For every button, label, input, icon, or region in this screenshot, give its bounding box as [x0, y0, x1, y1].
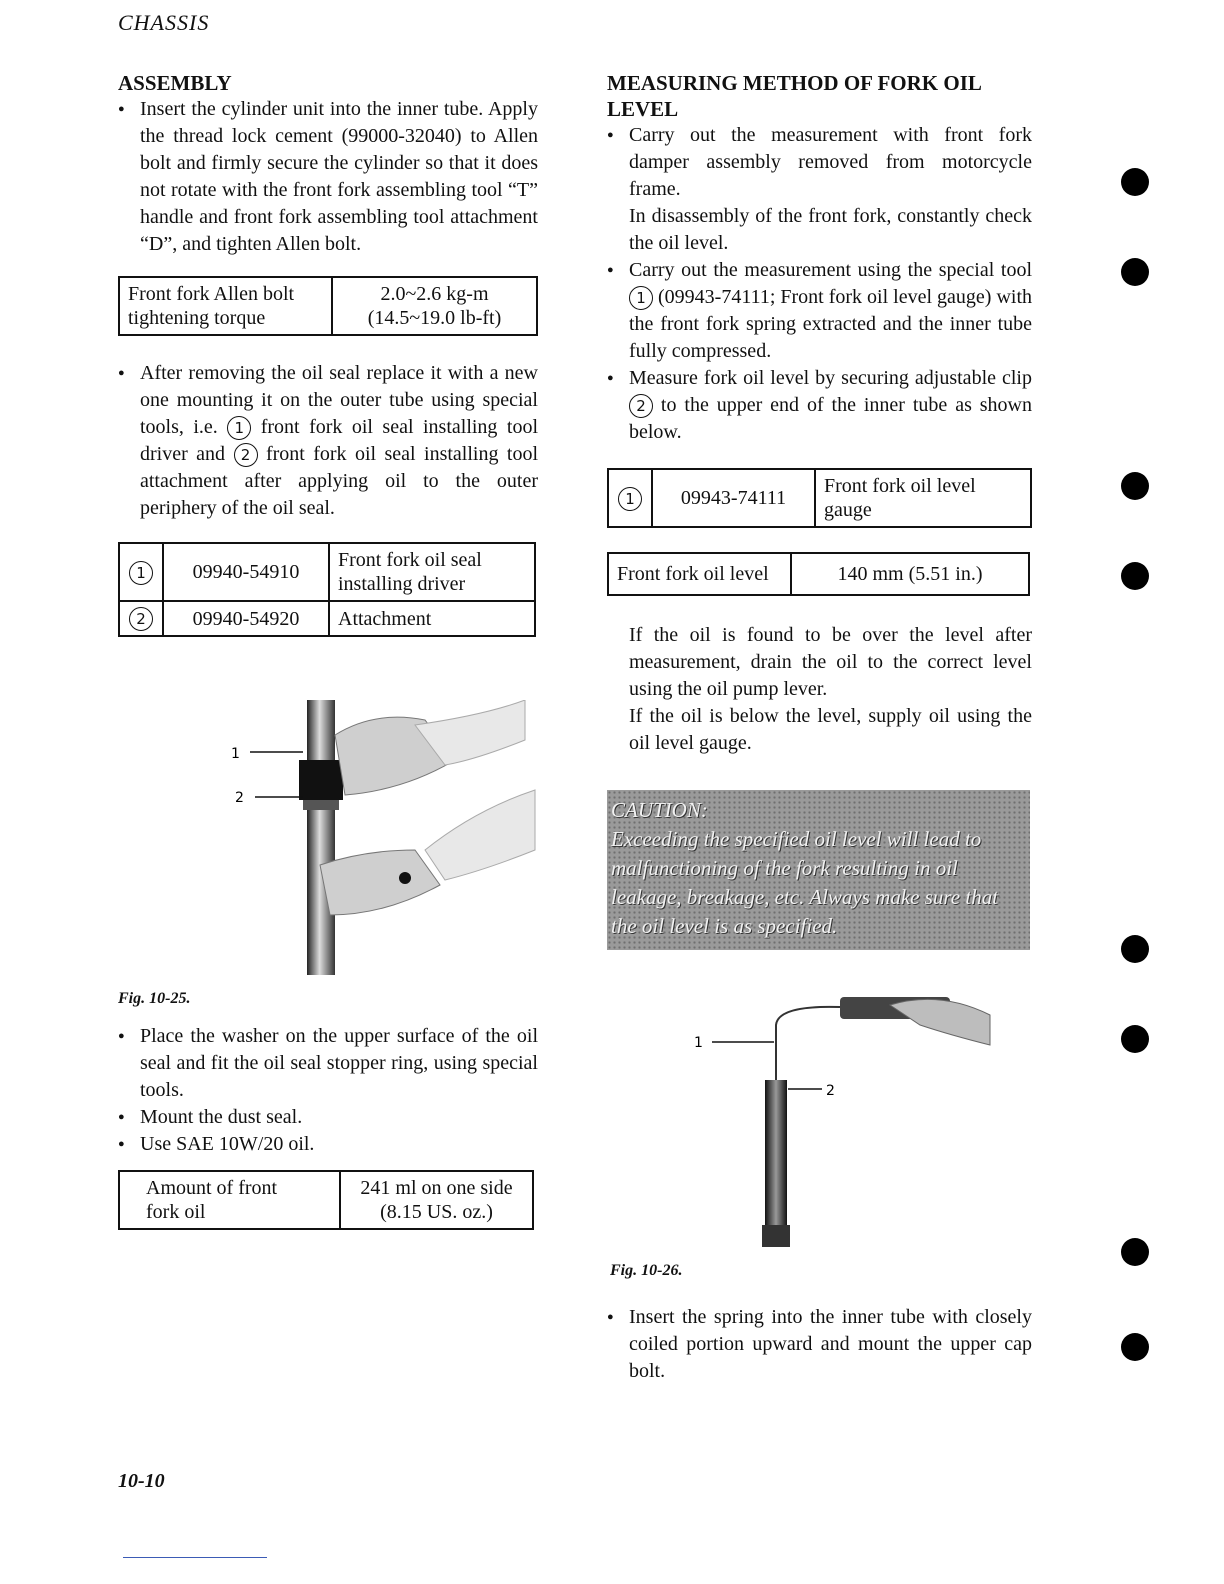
photo-label-2: 2 [826, 1083, 835, 1099]
oil-amount-value: 241 ml on one side (8.15 US. oz.) [340, 1171, 533, 1229]
table-row [119, 543, 535, 601]
marker-2: 2 [234, 443, 258, 467]
table-row [119, 601, 535, 636]
photo-label-1: 1 [231, 746, 240, 762]
assembly-bullet-2: ● After removing the oil seal replace it with a new one mounting it on the outer tube using special tools, i.e. 1 front fork oil seal installing tool driver and 2 front fork oil seal installing tool attachment after applying oil to the outer periphery of the oil seal. [118, 360, 538, 522]
oil-level-label: Front fork oil level [608, 553, 791, 595]
marker-1: 1 [227, 416, 251, 440]
page-number: 10-10 [118, 1470, 165, 1492]
assembly-bullet-5: ● Use SAE 10W/20 oil. [118, 1131, 538, 1158]
measuring-bullet-2: ● Carry out the measurement using the special tool 1 (09943-74111; Front fork oil level gauge) with the front fork spring extracted and the inner tube fully compressed. [607, 257, 1032, 365]
fig-caption-10-26: Fig. 10-26. [610, 1262, 683, 1279]
marker-2: 2 [129, 607, 153, 631]
fork-seal-installation-photo [225, 700, 540, 975]
caution-title: CAUTION: [611, 798, 708, 822]
tool-name: Front fork oil level gauge [815, 469, 1031, 527]
tools-table [118, 542, 536, 637]
binder-hole [1121, 1333, 1149, 1361]
marker-1: 1 [618, 487, 642, 511]
measuring-bullet-4: ● Insert the spring into the inner tube with closely coiled portion upward and mount the upper cap bolt. [607, 1304, 1032, 1385]
marker-1: 1 [129, 561, 153, 585]
part-number: 09940-54920 [163, 601, 329, 636]
assembly-bullet-3: ● Place the washer on the upper surface of the oil seal and fit the oil seal stopper ring, using special tools. [118, 1023, 538, 1104]
torque-value: 2.0~2.6 kg-m (14.5~19.0 lb-ft) [332, 277, 537, 335]
photo-label-2: 2 [235, 790, 244, 806]
oil-level-value: 140 mm (5.51 in.) [791, 553, 1029, 595]
caution-text: CAUTION: Exceeding the specified oil level will lead to malfunctioning of the fork resulting in oil leakage, breakage, etc. Always make sure that the oil level is as specified. [611, 798, 999, 938]
tool-name: Front fork oil seal installing driver [329, 543, 535, 601]
binder-hole [1121, 562, 1149, 590]
table-row [608, 469, 1031, 527]
part-number: 09943-74111 [652, 469, 815, 527]
torque-label: Front fork Allen bolt tightening torque [119, 277, 332, 335]
oil-amount-table [118, 1170, 534, 1230]
oil-level-table [607, 552, 1030, 596]
marker-2: 2 [629, 394, 653, 418]
photo-label-1: 1 [694, 1035, 703, 1051]
right-column-lower [607, 1304, 1032, 1385]
measuring-paragraph-2: If the oil is below the level, supply oil using the oil level gauge. [629, 705, 1032, 754]
tool-name: Attachment [329, 601, 535, 636]
binder-hole [1121, 935, 1149, 963]
binder-hole [1121, 1025, 1149, 1053]
measuring-bullet-1: ● Carry out the measurement with front fork damper assembly removed from motorcycle frame. [607, 122, 1032, 203]
torque-table [118, 276, 538, 336]
measuring-paragraph-1: If the oil is found to be over the level after measurement, drain the oil to the correct level using the oil pump lever. [629, 624, 1032, 700]
measuring-heading: MEASURING METHOD OF FORK OIL LEVEL [607, 71, 981, 121]
left-column [118, 70, 538, 637]
footer-rule [123, 1557, 267, 1558]
left-column-lower [118, 1023, 538, 1230]
binder-hole [1121, 472, 1149, 500]
section-header: CHASSIS [118, 10, 210, 35]
assembly-bullet-1: ● Insert the cylinder unit into the inner tube. Apply the thread lock cement (99000-32040) to Allen bolt and firmly secure the cylinder so that it does not rotate with the front fork assembling tool “T” handle and front fork assembling tool attachment “D”, and tighten Allen bolt. [118, 96, 538, 258]
binder-hole [1121, 168, 1149, 196]
oil-amount-label: Amount of front fork oil [119, 1171, 340, 1229]
assembly-bullet-4: ● Mount the dust seal. [118, 1104, 538, 1131]
gauge-table [607, 468, 1032, 528]
right-column [607, 70, 1032, 757]
caution-box [607, 790, 1030, 950]
oil-level-gauge-photo [690, 985, 1030, 1250]
fig-caption-10-25: Fig. 10-25. [118, 990, 191, 1007]
part-number: 09940-54910 [163, 543, 329, 601]
binder-hole [1121, 1238, 1149, 1266]
measuring-bullet-3: ● Measure fork oil level by securing adjustable clip 2 to the upper end of the inner tube as shown below. [607, 365, 1032, 446]
binder-hole [1121, 258, 1149, 286]
assembly-heading: ASSEMBLY [118, 71, 232, 95]
measuring-bullet-1-cont: In disassembly of the front fork, constantly check the oil level. [629, 205, 1032, 254]
marker-1: 1 [629, 286, 653, 310]
